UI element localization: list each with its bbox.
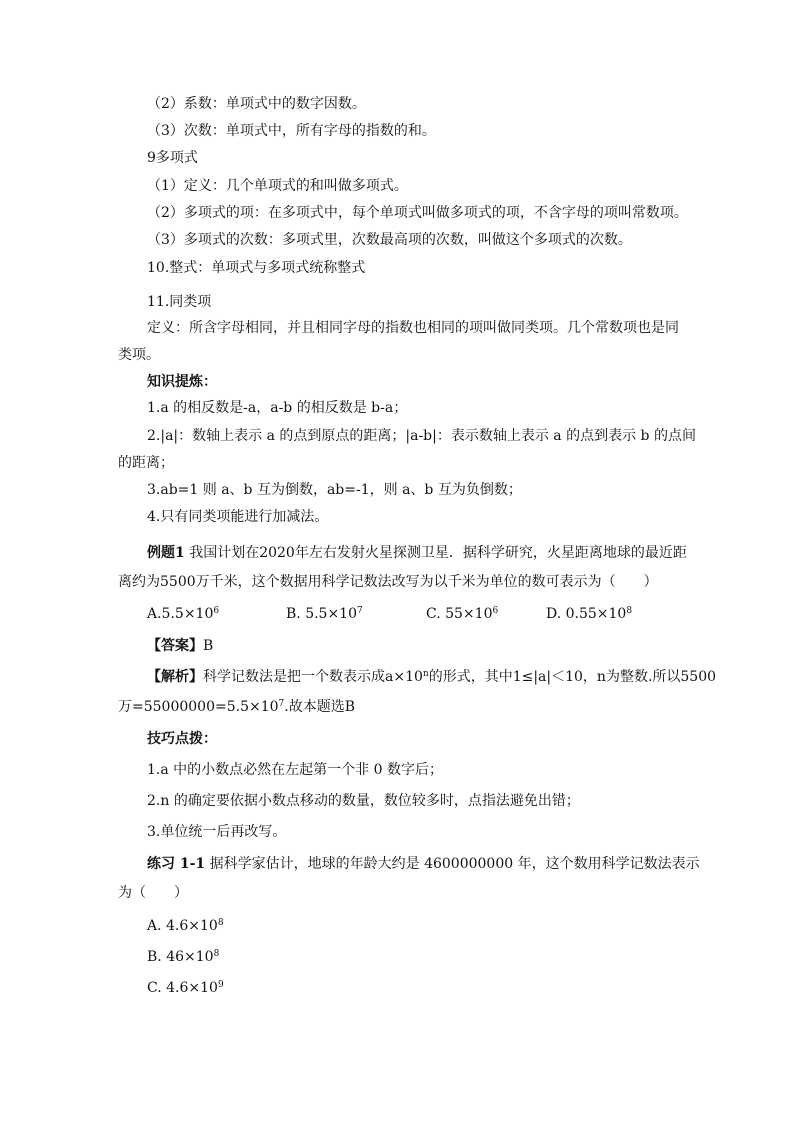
polynomial-heading: 9多项式 bbox=[147, 150, 198, 166]
example-option-d: D. $0.55\times 10^8$ bbox=[546, 606, 633, 622]
exercise-option-b: B. $46\times 10^8$ bbox=[147, 949, 220, 965]
example-label: 例题1 bbox=[147, 545, 185, 561]
exercise-option-a: A. $4.6\times 10^8$ bbox=[147, 918, 224, 934]
answer-label: 【答案】 bbox=[147, 638, 203, 654]
polynomial-terms: （2）多项式的项：在多项式中，每个单项式叫做多项式的项，不含字母的项叫常数项。 bbox=[147, 205, 688, 221]
tip-1: 1.a 中的小数点必然在左起第一个非 0 数字后； bbox=[147, 762, 443, 778]
example-question-line1 bbox=[147, 543, 687, 563]
example-option-b: B. $5.5\times 10^7$ bbox=[286, 606, 363, 622]
example-question-line2: 离约为5500万千米，这个数据用科学记数法改写为以千米为单位的数可表示为（ ） bbox=[118, 574, 658, 590]
tip-2: 2.n 的确定要依据小数点移动的数量，数位较多时，点指法避免出错； bbox=[147, 793, 580, 809]
coefficient-definition: （2）系数：单项式中的数字因数。 bbox=[147, 96, 366, 112]
exercise-question-text: 据科学家估计，地球的年龄大约是 4600000000 年，这个数用科学记数法表示 bbox=[209, 856, 700, 872]
exercise-question-line1 bbox=[147, 854, 700, 874]
tip-3: 3.单位统一后再改写。 bbox=[147, 824, 287, 840]
example-question-text: 我国计划在2020年左右发射火星探测卫星．据科学研究，火星距离地球的最近距 bbox=[189, 545, 687, 561]
example-option-a: $A.5.5\times 10^6$ bbox=[147, 606, 220, 622]
knowledge-point-2-line1: 2.|a|：数轴上表示 a 的点到原点的距离；|a-b|：表示数轴上表示 a 的点到表示 b 的点间 bbox=[147, 428, 696, 444]
polynomial-definition: （1）定义：几个单项式的和叫做多项式。 bbox=[147, 178, 408, 194]
example-option-c: C. $55\times 10^6$ bbox=[426, 606, 499, 622]
answer-value: B bbox=[203, 638, 214, 654]
like-terms-definition-line1: 定义：所含字母相同，并且相同字母的指数也相同的项叫做同类项。几个常数项也是同 bbox=[147, 320, 679, 336]
like-terms-definition-line2: 类项。 bbox=[118, 347, 160, 363]
exercise-question-line2: 为（ ） bbox=[118, 885, 188, 901]
tips-heading: 技巧点拨： bbox=[147, 731, 217, 747]
degree-definition: （3）次数：单项式中，所有字母的指数的和。 bbox=[147, 123, 436, 139]
example-analysis-line2: 万$=55000000=5.5\times 10^7$.故本题选B bbox=[118, 699, 356, 715]
exercise-option-c: C. $4.6\times 10^9$ bbox=[147, 980, 224, 996]
knowledge-point-3: 3.ab=1 则 a、b 互为倒数，ab=-1，则 a、b 互为负倒数； bbox=[147, 482, 522, 498]
knowledge-point-4: 4.只有同类项能进行加减法。 bbox=[147, 509, 329, 525]
knowledge-heading: 知识提炼： bbox=[147, 374, 217, 390]
integral-expression: 10.整式：单项式与多项式统称整式 bbox=[147, 260, 366, 276]
knowledge-point-2-line2: 的距离； bbox=[118, 455, 174, 471]
like-terms-heading: 11.同类项 bbox=[147, 294, 212, 310]
example-analysis-line1: 【解析】科学记数法是把一个数表示成$a\times 10^n$的形式，其中1≤|a|＜10，n为整数.所以5500 bbox=[147, 669, 717, 685]
example-answer bbox=[147, 636, 213, 656]
knowledge-point-1: 1.a 的相反数是-a，a-b 的相反数是 b-a； bbox=[147, 400, 408, 416]
exercise-label: 练习 1-1 bbox=[147, 856, 206, 872]
analysis-label: 【解析】 bbox=[147, 669, 203, 685]
polynomial-degree: （3）多项式的次数：多项式里，次数最高项的次数，叫做这个多项式的次数。 bbox=[147, 232, 632, 248]
